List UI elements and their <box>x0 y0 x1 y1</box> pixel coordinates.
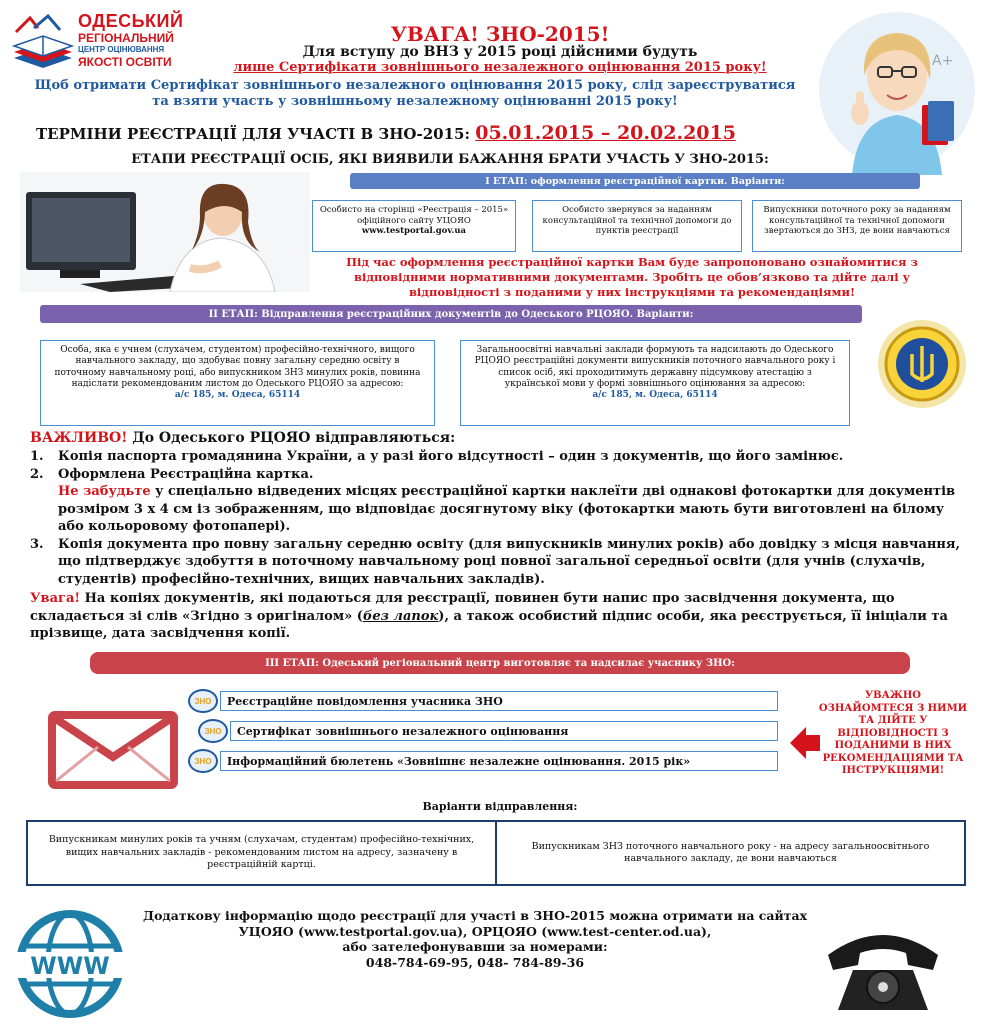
stage2-school-text: Загальноосвітні навчальні заклади формують та надсилають до Одеського РЦОЯО реєстраційні документи випускників поточного навчального року і список осіб, які проходитимуть державну підсумкову атестацію з української мови у формі зовнішнього оцінювання за адресою: <box>474 345 836 389</box>
terms-label: ТЕРМІНИ РЕЄСТРАЦІЇ ДЛЯ УЧАСТІ В ЗНО-2015: <box>36 125 470 143</box>
important-heading-text: До Одеського РЦОЯО відправляються: <box>127 430 456 446</box>
header-line-2: лише Сертифікати зовнішнього незалежного оцінювання 2015 року! <box>233 60 767 75</box>
header-line-1: Для вступу до ВНЗ у 2015 році дійсними будуть <box>302 44 698 60</box>
list-number: 1. <box>30 449 44 464</box>
header-line-3 <box>20 78 810 109</box>
stages-title: ЕТАПИ РЕЄСТРАЦІЇ ОСІБ, ЯКІ ВИЯВИЛИ БАЖАННЯ БРАТИ УЧАСТЬ У ЗНО-2015: <box>131 152 769 167</box>
envelope-icon <box>48 705 178 790</box>
photo-reminder-text: у спеціально відведених місцях реєстраційної картки наклеїти дві однакові фотокартки для документів розміром 3 х 4 см із зображенням, що відповідає досягнутому віку (фотокартки мають бути виготовлені на білому або кольоровому фотопапері). <box>58 484 956 535</box>
document-label: Інформаційний бюлетень «Зовнішнє незалежне оцінювання. 2015 рік» <box>220 751 778 771</box>
important-heading <box>30 430 455 446</box>
list-item <box>30 466 965 484</box>
document-label: Реєстраційне повідомлення учасника ЗНО <box>220 691 778 711</box>
www-label: WWW <box>30 952 110 980</box>
photo-reminder <box>30 483 965 536</box>
zno-badge-icon: ЗНО <box>198 719 228 743</box>
stage1-option-site-text: Особисто на сторінці «Реєстрація – 2015» офіційного сайту УЦОЯО <box>319 205 509 226</box>
footer-line-3: або зателефонувавши за номерами: <box>342 939 608 955</box>
document-label: Сертифікат зовнішнього незалежного оцінювання <box>230 721 778 741</box>
www-globe-icon <box>14 910 126 1018</box>
stage2-bar: ІІ ЕТАП: Відправлення реєстраційних документів до Одеського РЦОЯО. Варіанти: <box>40 305 862 323</box>
photo-reminder-label: Не забудьте <box>58 484 151 500</box>
ukraine-emblem-icon <box>876 318 968 410</box>
logo-line-4: ЯКОСТІ ОСВІТИ <box>78 55 172 69</box>
side-warning: УВАЖНО ОЗНАЙОМТЕСЯ З НИМИ ТА ДІЙТЕ У ВІДПОВІДНОСТІ З ПОДАНИМИ В НИХ РЕКОМЕНДАЦІЯМИ ТА ІНСТРУКЦІЯМИ! <box>818 690 968 776</box>
warning-italic: без лапок <box>362 608 439 624</box>
required-documents-list <box>30 448 965 588</box>
list-number: 3. <box>30 536 44 552</box>
list-item-text: Копія паспорта громадянина України, а у разі його відсутності – один з документів, що його замінює. <box>58 449 844 464</box>
list-item <box>188 750 778 772</box>
testportal-link[interactable]: www.testportal.gov.ua <box>361 226 467 237</box>
stage1-bar: І ЕТАП: оформлення реєстраційної картки. Варіанти: <box>350 173 920 189</box>
list-item <box>198 720 778 742</box>
logo-line-3: ЦЕНТР ОЦІНЮВАННЯ <box>78 45 165 54</box>
arrow-left-icon <box>790 725 820 761</box>
orcoyo-logo <box>8 8 193 78</box>
student-girl-image <box>812 5 977 175</box>
contact-info <box>130 908 820 971</box>
header-line-3a: Щоб отримати Сертифікат зовнішнього незалежного оцінювання 2015 року, слід зареєструватися <box>34 78 796 93</box>
variants-title: Варіанти відправлення: <box>422 800 578 813</box>
warning-label: Увага! <box>30 591 81 606</box>
stage1-option-school: Випускники поточного року за наданням консультаційної та технічної допомоги звертаються до ЗНЗ, де вони навчаються <box>752 200 962 252</box>
list-item <box>30 448 965 466</box>
typing-woman-image <box>20 172 310 292</box>
variant-past-graduates: Випускникам минулих років та учням (слухачам, студентам) професійно-технічних, вищих навчальних закладів - рекомендованим листом на адресу, зазначену в реєстраційній картці. <box>48 834 475 871</box>
stage2-option-school <box>460 340 850 426</box>
stage1-option-site <box>312 200 516 252</box>
variant-current-graduates: Випускникам ЗНЗ поточного навчального року - на адресу загальноосвітнього навчального закладу, де вони навчаються <box>495 822 964 884</box>
terms-dates: 05.01.2015 – 20.02.2015 <box>475 122 736 144</box>
page-title: УВАГА! ЗНО-2015! <box>390 22 610 46</box>
list-item-text: Оформлена Реєстраційна картка. <box>58 466 314 482</box>
list-item <box>188 690 778 712</box>
list-item <box>30 536 965 589</box>
stage2-individual-address: а/с 185, м. Одеса, 65114 <box>174 390 301 400</box>
stage2-option-individual <box>40 340 435 426</box>
logo-line-2: РЕГІОНАЛЬНИЙ <box>78 31 174 45</box>
variants-box <box>26 820 966 886</box>
header-line-3b: та взяти участь у зовнішньому незалежному оцінюванні 2015 року! <box>152 93 678 109</box>
zno-badge-icon: ЗНО <box>188 689 218 713</box>
sent-documents-list <box>188 690 778 780</box>
stage1-note: Під час оформлення реєстраційної картки Вам буде запропоновано ознайомитися з відповідними нормативними документами. Зробіть це обов’язково та дійте далі у відповідності з поданими у них інструкціями та рекомендаціями! <box>346 255 918 299</box>
stage2-individual-text: Особа, яка є учнем (слухачем, студентом) професійно-технічного, вищого навчального закладу, що здобуває повну загальну середню освіту в поточному навчальному році, або випускником ЗНЗ минулих років, повинна надіслати рекомендованим листом до Одеського РЦОЯО за адресою: <box>54 345 421 389</box>
stage3-bar: ІІІ ЕТАП: Одеський регіональний центр виготовляє та надсилає учаснику ЗНО: <box>90 652 910 674</box>
stage2-school-address: а/с 185, м. Одеса, 65114 <box>592 390 718 400</box>
certification-warning <box>30 590 965 643</box>
footer-line-1: Додаткову інформацію щодо реєстрації для участі в ЗНО-2015 можна отримати на сайтах <box>142 908 808 923</box>
warning-text-1: На копіях документів, які подаються для реєстрації, повинен бути напис про засвідчення документа, що складається зі слів «Згідно з оригіналом» ( <box>30 591 895 624</box>
svg-text:A+: A+ <box>932 53 954 69</box>
stage1-option-points: Особисто звернувся за наданням консультаційної та технічної допомоги до пунктів реєстрації <box>532 200 742 252</box>
list-item-text: Копія документа про повну загальну середню освіту (для випускників минулих років) або довідку з місця навчання, що підтверджує здобуття в поточному навчальному році повної загальної середньої освіти (для учнів (слухачів, студентів) професійно-технічних, вищих навчальних закладів). <box>58 536 960 587</box>
zno-badge-icon: ЗНО <box>188 749 218 773</box>
list-number: 2. <box>30 466 44 482</box>
logo-line-1: ОДЕСЬКИЙ <box>78 11 184 31</box>
book-icon <box>8 8 78 74</box>
footer-line-2[interactable]: УЦОЯО (www.testportal.gov.ua), ОРЦОЯО (www.test-center.od.ua), <box>238 923 712 939</box>
phone-numbers: 048-784-69-95, 048- 784-89-36 <box>365 954 585 970</box>
registration-terms <box>36 122 796 144</box>
telephone-icon <box>808 915 958 1015</box>
warning-text-2: ), а також особистий підпис особи, яка реєструється, її ініціали та прізвище, дата засвідчення копії. <box>30 608 948 642</box>
important-label: ВАЖЛИВО! <box>30 430 128 446</box>
